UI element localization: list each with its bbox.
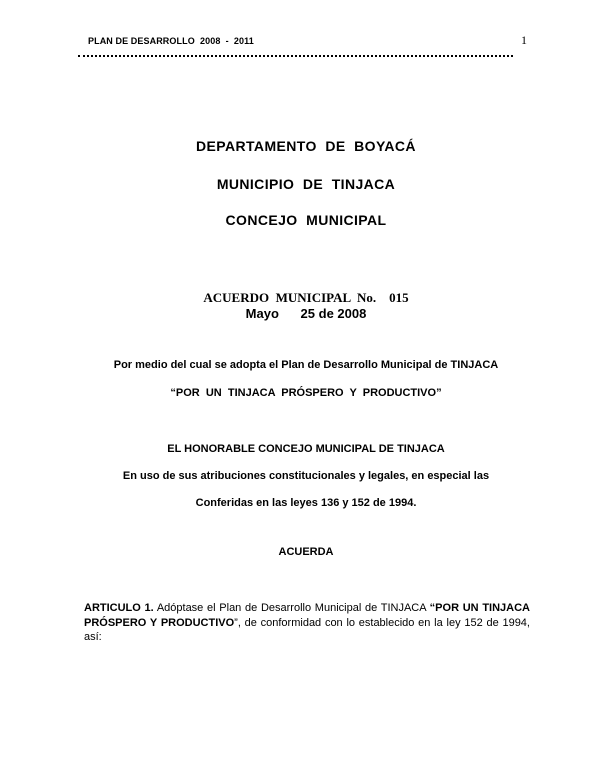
page-number: 1: [521, 33, 527, 47]
article-1-text-a: Adóptase el Plan de Desarrollo Municipal de TINJACA: [153, 602, 430, 614]
plan-name: “POR UN TINJACA PRÓSPERO Y PRODUCTIVO”: [170, 387, 442, 399]
powers-line-2: Conferidas en las leyes 136 y 152 de 1994.: [195, 497, 417, 509]
purpose-line: Por medio del cual se adopta el Plan de Desarrollo Municipal de TINJACA: [113, 359, 499, 371]
acuerdo-number: ACUERDO MUNICIPAL No. 015: [203, 290, 409, 305]
article-1-text-b: ”, de conformidad con lo establecido en la ley 152 de 1994, así:: [84, 616, 530, 643]
article-1-plan-name: “POR UN TINJACA PRÓSPERO Y PRODUCTIVO: [84, 602, 530, 629]
article-1-paragraph: [84, 601, 530, 645]
acuerdo-date: Mayo 25 de 2008: [245, 306, 367, 321]
resolves-heading: ACUERDA: [278, 546, 334, 558]
council-name: EL HONORABLE CONCEJO MUNICIPAL DE TINJACA: [167, 443, 445, 455]
municipality-heading: MUNICIPIO DE TINJACA: [216, 176, 396, 192]
header-dotted-rule: [78, 55, 513, 57]
department-heading: DEPARTAMENTO DE BOYACÁ: [196, 138, 416, 154]
header-title: PLAN DE DESARROLLO 2008 - 2011: [88, 36, 254, 46]
council-heading: CONCEJO MUNICIPAL: [225, 212, 387, 228]
powers-line-1: En uso de sus atribuciones constitucionales y legales, en especial las: [122, 470, 490, 482]
article-1-label: ARTICULO 1.: [84, 602, 154, 614]
